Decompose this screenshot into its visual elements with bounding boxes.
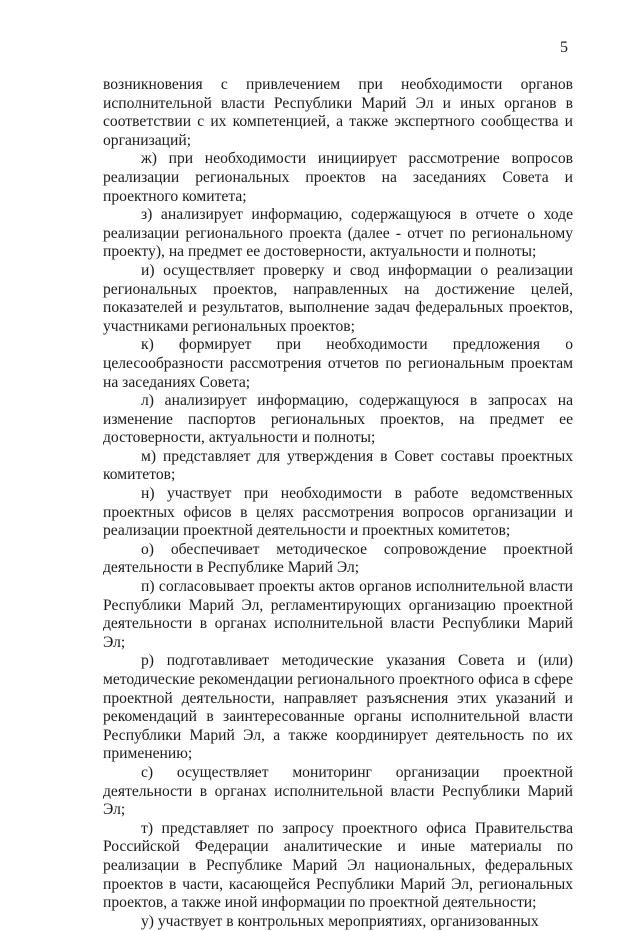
paragraph-item-p: п) согласовывает проекты актов органов исполнительной власти Республики Марий Эл, регламентирующих организацию проектной деятельности в органах исполнительной власти Республики Марий Эл; bbox=[103, 578, 573, 651]
paragraph-item-t: т) представляет по запросу проектного офиса Правительства Российской Федерации аналитические и иные материалы по реализации в Республике Марий Эл национальных, федеральных проектов в части, касающейся Республики Марий Эл, региональных проектов, а также иной информации по проектной деятельности; bbox=[103, 819, 573, 912]
paragraph-item-l: л) анализирует информацию, содержащуюся в запросах на изменение паспортов региональных проектов, на предмет ее достоверности, актуальности и полноты; bbox=[103, 392, 573, 447]
document-body bbox=[103, 76, 573, 931]
paragraph-item-i: и) осуществляет проверку и свод информации о реализации региональных проектов, направленных на достижение целей, показателей и результатов, выполнение задач федеральных проектов, участниками региональных проектов; bbox=[103, 261, 573, 335]
paragraph-item-u: у) участвует в контрольных мероприятиях, организованных bbox=[141, 912, 539, 930]
paragraph-item-k: к) формирует при необходимости предложения о целесообразности рассмотрения отчетов по региональным проектам на заседаниях Совета; bbox=[103, 336, 573, 391]
paragraph-continuation: возникновения с привлечением при необходимости органов исполнительной власти Республики Марий Эл и иных органов в соответствии с их компетенцией, а также экспертного сообщества и организаций; bbox=[103, 76, 573, 149]
paragraph-item-m: м) представляет для утверждения в Совет составы проектных комитетов; bbox=[103, 447, 573, 484]
page-number: 5 bbox=[560, 39, 568, 56]
paragraph-item-r: р) подготавливает методические указания Совета и (или) методические рекомендации регионального проектного офиса в сфере проектной деятельности, направляет разъяснения этих указаний и рекомендаций в заинтересованные органы исполнительной власти Республики Марий Эл, а также координирует деятельность по их применению; bbox=[103, 652, 573, 763]
paragraph-item-z: з) анализирует информацию, содержащуюся в отчете о ходе реализации регионального проекта (далее - отчет по региональному проекту), на предмет ее достоверности, актуальности и полноты; bbox=[103, 206, 573, 261]
paragraph-item-zh: ж) при необходимости инициирует рассмотрение вопросов реализации региональных проектов на заседаниях Совета и проектного комитета; bbox=[103, 150, 573, 205]
paragraph-item-s: с) осуществляет мониторинг организации проектной деятельности в органах исполнительной власти Республики Марий Эл; bbox=[103, 763, 573, 819]
paragraph-item-o: о) обеспечивает методическое сопровождение проектной деятельности в Республике Марий Эл; bbox=[103, 540, 573, 577]
paragraph-item-n: н) участвует при необходимости в работе ведомственных проектных офисов в целях рассмотрения вопросов организации и реализации проектной деятельности и проектных комитетов; bbox=[103, 485, 573, 540]
